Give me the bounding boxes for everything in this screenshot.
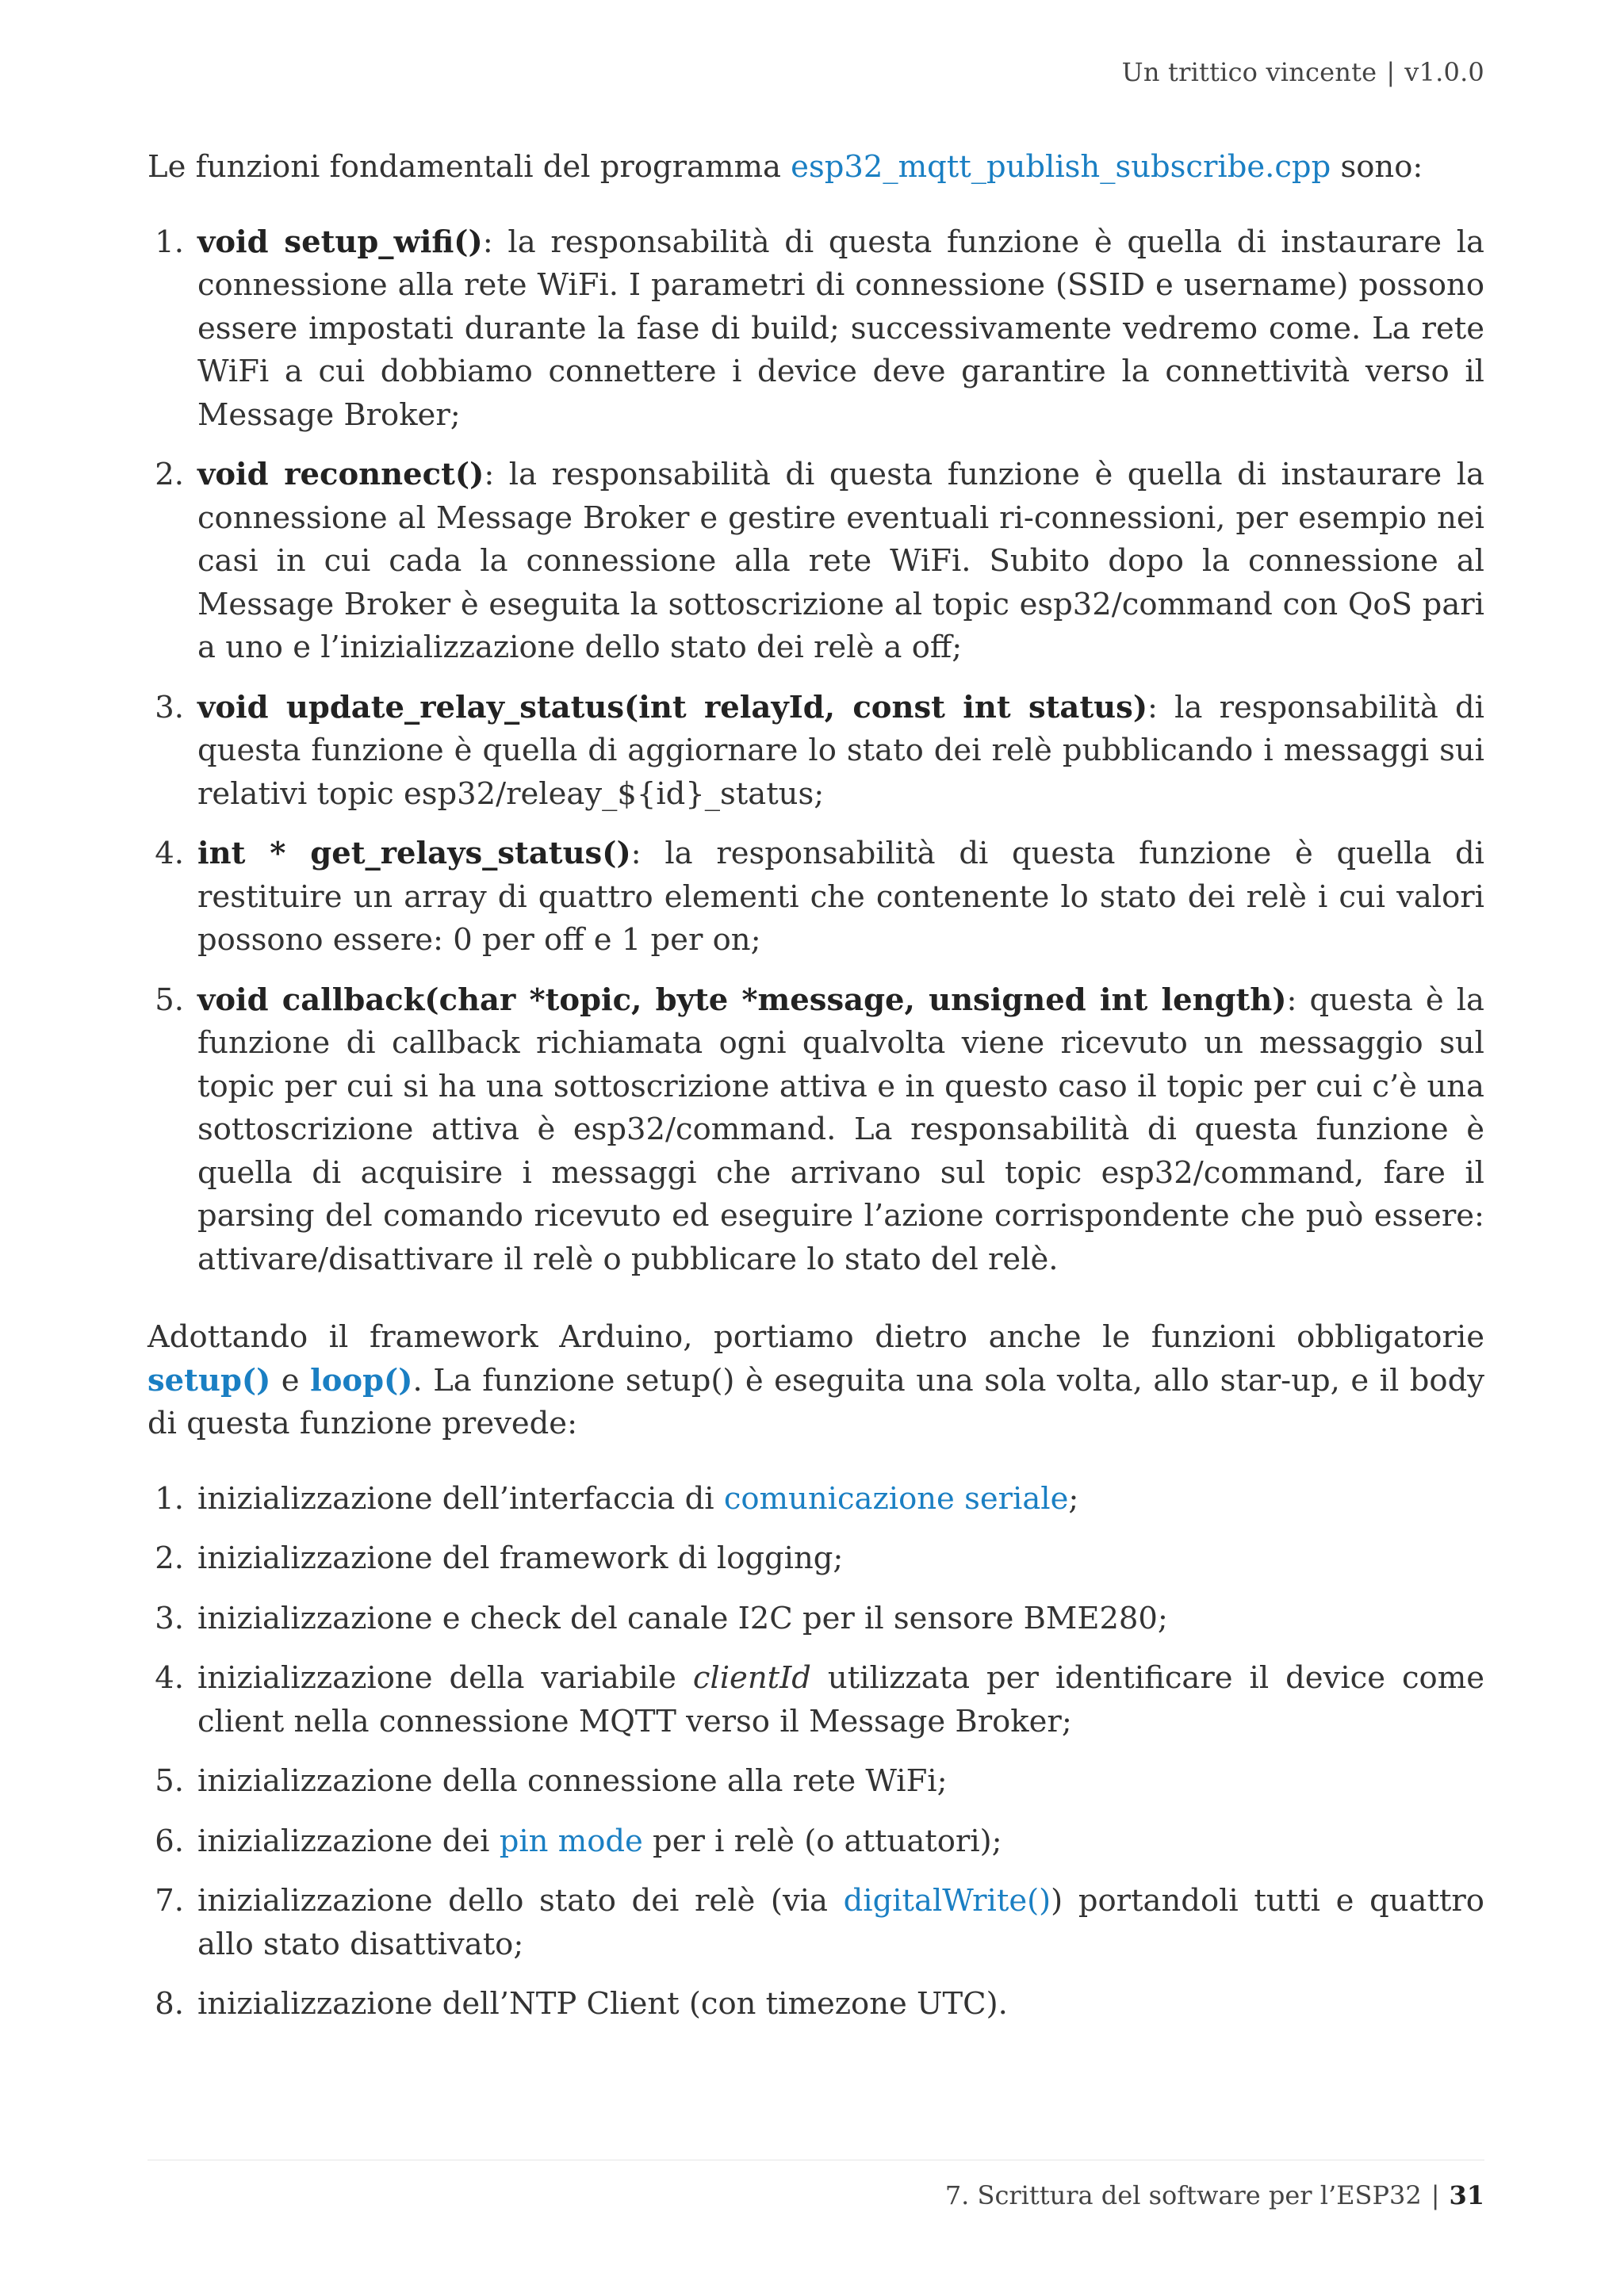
function-description: : la responsabilità di questa funzione è quella di instaurare la connessione alla rete WiFi. I parametri di connessione (SSID e username) possono essere impostati durante la fase di build; successivamente vedremo come. La rete WiFi a cui dobbiamo connettere i device deve garantire la connettività verso il Message Broker; <box>197 224 1484 433</box>
chapter-title: 7. Scrittura del software per l’ESP32 <box>944 2180 1422 2210</box>
list-number: 8. <box>155 1986 184 2022</box>
list-item <box>147 1537 1484 1581</box>
step-text: inizializzazione del framework di logging; <box>197 1540 844 1576</box>
list-item <box>147 979 1484 1282</box>
list-item <box>147 1820 1484 1864</box>
main-content <box>147 146 1484 2043</box>
function-name: int * get_relays_status() <box>197 836 631 871</box>
intro-text: Le funzioni fondamentali del programma <box>147 149 791 185</box>
function-name: void setup_wifi() <box>197 224 483 260</box>
loop-link[interactable]: loop() <box>310 1362 413 1399</box>
step-text: inizializzazione della variabile <box>197 1660 693 1696</box>
step-text-end: utilizzata per identificare il device come client nella connessione MQTT verso il Message Broker; <box>197 1660 1484 1739</box>
arduino-paragraph <box>147 1316 1484 1446</box>
header-separator: | <box>1386 57 1396 87</box>
list-number: 1. <box>155 224 184 260</box>
list-item <box>147 1657 1484 1743</box>
list-number: 2. <box>155 457 184 492</box>
list-number: 6. <box>155 1823 184 1859</box>
list-item <box>147 1880 1484 1966</box>
list-item <box>147 1598 1484 1641</box>
step-text: inizializzazione della connessione alla rete WiFi; <box>197 1763 948 1799</box>
setup-steps-list <box>147 1478 1484 2026</box>
step-text: inizializzazione dell’interfaccia di <box>197 1480 724 1517</box>
list-item <box>147 1478 1484 1521</box>
list-number: 5. <box>155 1763 184 1799</box>
function-description: : la responsabilità di questa funzione è quella di restituire un array di quattro elementi che contenente lo stato dei relè i cui valori possono essere: 0 per off e 1 per on; <box>197 836 1484 958</box>
step-text: inizializzazione dell’NTP Client (con timezone UTC). <box>197 1986 1008 2022</box>
function-name: void callback(char *topic, byte *message, unsigned int length) <box>197 982 1287 1018</box>
step-text: inizializzazione e check del canale I2C per il sensore BME280; <box>197 1600 1168 1636</box>
step-text: inizializzazione dello stato dei relè (via <box>197 1883 844 1919</box>
intro-text-end: sono: <box>1331 149 1423 185</box>
book-title: Un trittico vincente <box>1121 57 1377 87</box>
list-number: 1. <box>155 1480 184 1517</box>
page-number: 31 <box>1449 2180 1484 2210</box>
book-version: v1.0.0 <box>1404 57 1484 87</box>
list-item <box>147 1983 1484 2026</box>
step-text-end: per i relè (o attuatori); <box>642 1823 1002 1859</box>
pin-mode-link[interactable]: pin mode <box>499 1823 643 1859</box>
list-item <box>147 832 1484 962</box>
arduino-text-and: e <box>270 1362 311 1399</box>
list-number: 5. <box>155 982 184 1018</box>
function-description: : questa è la funzione di callback richiamata ogni qualvolta viene ricevuto un messaggio sul topic per cui si ha una sottoscrizione attiva e in questo caso il topic per cui c’è una sottoscrizione attiva è esp32/command. La responsabilità di questa funzione è quella di acquisire i messaggi che arrivano sul topic esp32/command, fare il parsing del comando ricevuto ed eseguire l’azione corrispondente che può essere: attivare/disattivare il relè o pubblicare lo stato del relè. <box>197 982 1484 1277</box>
step-text-end: ; <box>1068 1480 1079 1517</box>
list-item <box>147 453 1484 670</box>
function-name: void update_relay_status(int relayId, const int status) <box>197 689 1148 725</box>
intro-paragraph <box>147 146 1484 189</box>
arduino-text-end: . La funzione setup() è eseguita una sola volta, allo star-up, e il body di questa funzione prevede: <box>147 1362 1485 1441</box>
setup-link[interactable]: setup() <box>147 1362 271 1399</box>
step-text: inizializzazione dei <box>197 1823 500 1859</box>
step-text-end: ) portandoli tutti e quattro allo stato disattivato; <box>197 1883 1484 1962</box>
list-number: 3. <box>155 1600 184 1636</box>
list-item <box>147 687 1484 817</box>
list-item <box>147 221 1484 438</box>
function-name: void reconnect() <box>197 457 485 492</box>
list-number: 3. <box>155 689 184 725</box>
function-description: : la responsabilità di questa funzione è quella di aggiornare lo stato dei relè pubblicando i messaggi sui relativi topic esp32/releay_${id}_status; <box>197 689 1484 812</box>
list-number: 4. <box>155 1660 184 1696</box>
client-id-term: clientId <box>692 1660 811 1696</box>
source-file-link[interactable]: esp32_mqtt_publish_subscribe.cpp <box>791 149 1331 185</box>
function-description: : la responsabilità di questa funzione è quella di instaurare la connessione al Message Broker e gestire eventuali ri-connessioni, per esempio nei casi in cui cada la connessione alla rete WiFi. Subito dopo la connessione al Message Broker è eseguita la sottoscrizione al topic esp32/command con QoS pari a uno e l’inizializzazione dello stato dei relè a off; <box>197 457 1484 665</box>
running-footer <box>945 2180 1484 2210</box>
serial-communication-link[interactable]: comunicazione seriale <box>723 1480 1069 1517</box>
list-item <box>147 1760 1484 1804</box>
list-number: 7. <box>155 1883 184 1919</box>
list-number: 4. <box>155 836 184 871</box>
list-number: 2. <box>155 1540 184 1576</box>
functions-list <box>147 221 1484 1282</box>
running-header <box>1122 57 1484 87</box>
digital-write-link[interactable]: digitalWrite() <box>843 1883 1051 1919</box>
footer-separator: | <box>1431 2180 1440 2210</box>
arduino-text: Adottando il framework Arduino, portiamo dietro anche le funzioni obbligatorie <box>147 1319 1484 1355</box>
